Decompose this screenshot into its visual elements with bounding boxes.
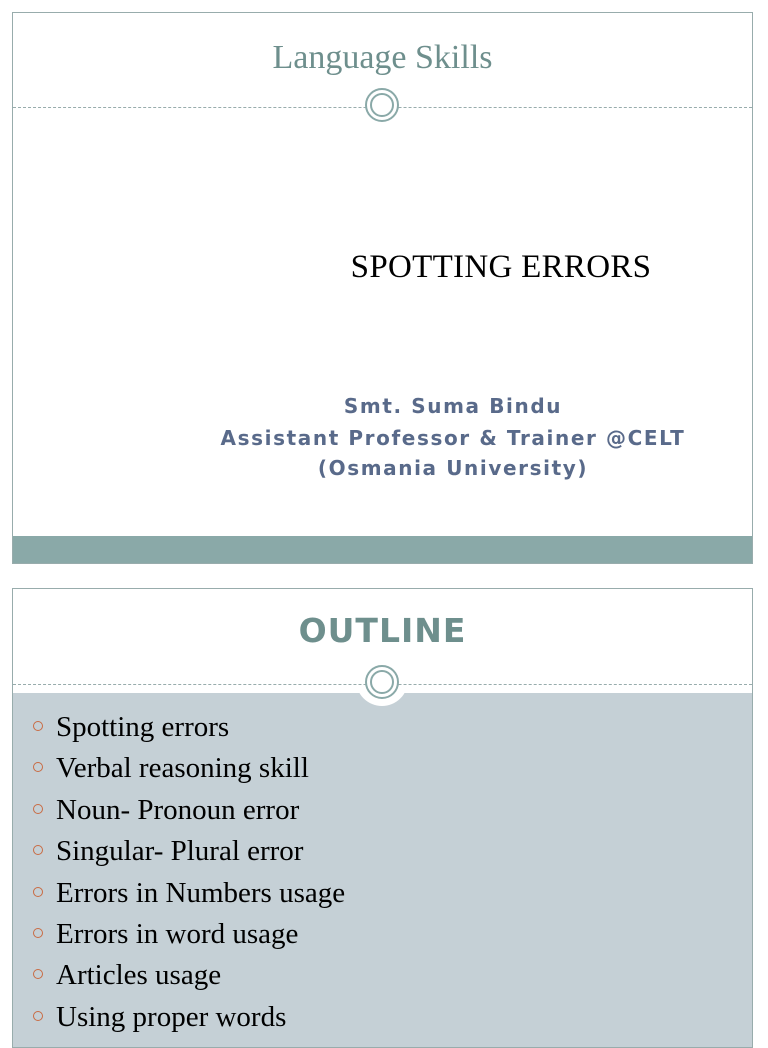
header-title: Language Skills: [272, 39, 493, 76]
list-item: [13, 790, 752, 831]
outline-list: [13, 707, 752, 1038]
bullet-icon: [33, 804, 43, 814]
outline-slide: [12, 588, 753, 1048]
list-item-text: Articles usage: [56, 959, 222, 992]
double-ring-icon: [365, 665, 399, 699]
bullet-icon: [33, 887, 43, 897]
title-slide: [12, 12, 753, 564]
list-item-text: Noun- Pronoun error: [56, 793, 300, 826]
list-item: [13, 997, 752, 1038]
double-ring-icon: [365, 88, 399, 122]
slide-title: SPOTTING ERRORS: [350, 249, 652, 285]
bullet-icon: [33, 969, 43, 979]
list-item: [13, 831, 752, 872]
bullet-icon: [33, 1011, 43, 1021]
bullet-icon: [33, 845, 43, 855]
list-item: [13, 914, 752, 955]
presenter-role: Assistant Professor & Trainer @CELT: [220, 426, 686, 450]
presenter-name: Smt. Suma Bindu: [343, 394, 563, 418]
bullet-icon: [33, 928, 43, 938]
presenter-block: [193, 391, 713, 482]
bullet-icon: [33, 762, 43, 772]
list-item-text: Singular- Plural error: [56, 835, 304, 868]
list-item-text: Spotting errors: [56, 711, 230, 743]
list-item: [13, 748, 752, 789]
list-item-text: Errors in word usage: [56, 917, 299, 950]
list-item: [13, 873, 752, 914]
presenter-institution: (Osmania University): [317, 456, 589, 480]
list-item: [13, 707, 752, 748]
bullet-icon: [33, 721, 43, 731]
list-item-text: Verbal reasoning skill: [56, 752, 309, 785]
list-item-text: Using proper words: [56, 1000, 287, 1033]
header-title: OUTLINE: [298, 611, 467, 650]
list-item-text: Errors in Numbers usage: [56, 876, 346, 909]
footer-bar: [13, 536, 752, 563]
list-item: [13, 955, 752, 996]
